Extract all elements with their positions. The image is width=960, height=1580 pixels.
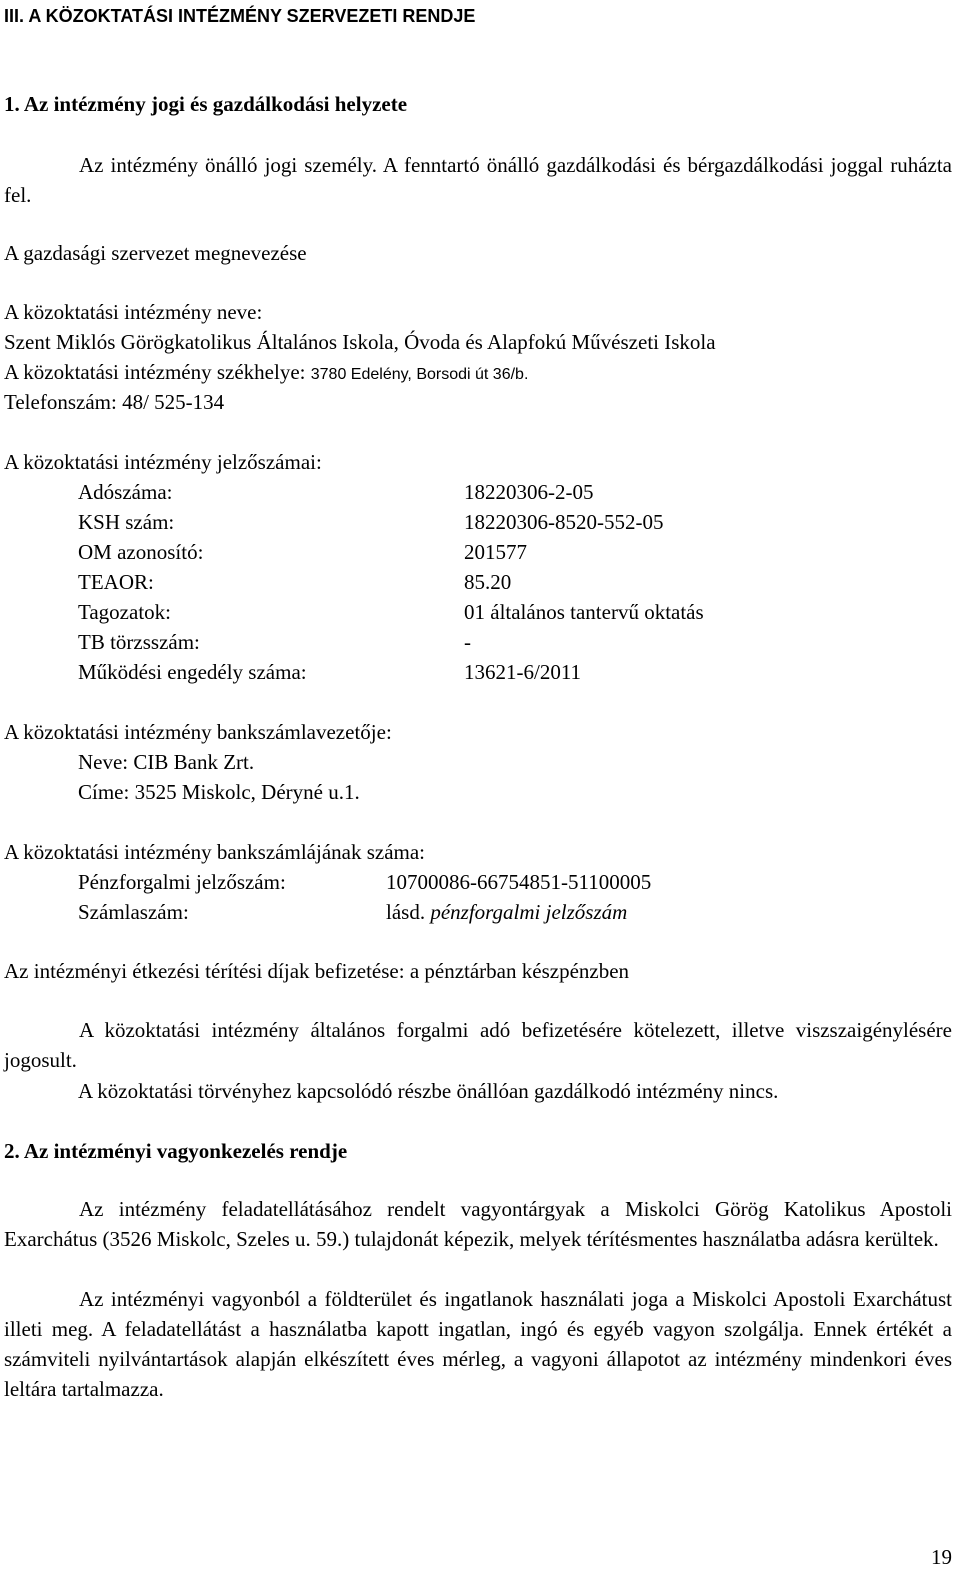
asset-paragraph-1 xyxy=(4,1194,952,1254)
chapter-title: III. A KÖZOKTATÁSI INTÉZMÉNY SZERVEZETI RENDJE xyxy=(4,6,476,26)
account-number-reference: pénzforgalmi jelzőszám xyxy=(430,900,628,924)
seat-value: 3780 Edelény, Borsodi út 36/b. xyxy=(310,366,529,383)
code-value: 85.20 xyxy=(464,570,512,594)
code-value: 13621-6/2011 xyxy=(464,660,582,684)
code-label: KSH szám: xyxy=(78,510,175,534)
bank-name: Neve: CIB Bank Zrt. xyxy=(78,750,255,774)
code-value: - xyxy=(464,630,471,654)
seat-label: A közoktatási intézmény székhelye: xyxy=(4,360,306,384)
account-number-prefix: lásd. xyxy=(386,900,426,924)
page-number: 19 xyxy=(931,1545,952,1569)
meal-fee-line: Az intézményi étkezési térítési díjak befizetése: a pénztárban készpénzben xyxy=(4,959,630,983)
code-value: 201577 xyxy=(464,540,527,564)
section-1-title: 1. Az intézmény jogi és gazdálkodási helyzete xyxy=(4,92,408,116)
name-label: A közoktatási intézmény neve: xyxy=(4,300,263,324)
code-value: 18220306-8520-552-05 xyxy=(464,510,664,534)
code-label: TB törzsszám: xyxy=(78,630,200,654)
code-value: 18220306-2-05 xyxy=(464,480,594,504)
bank-address: Címe: 3525 Miskolc, Déryné u.1. xyxy=(78,780,360,804)
code-label: Működési engedély száma: xyxy=(78,660,307,684)
asset-text-1: Az intézmény feladatellátásához rendelt vagyontárgyak a Miskolci Görög Katolikus Apostoli Exarchátus (3526 Miskolc, Szeles u. 59.) tulajdonát képezik, melyek térítésmentes használatba adásra kerültek. xyxy=(4,1197,952,1251)
vat-paragraph xyxy=(4,1015,952,1075)
vat-text: A közoktatási intézmény általános forgalmi adó befizetésére kötelezett, illetve viszszaigénylésére jogosult. xyxy=(4,1018,952,1072)
code-label: OM azonosító: xyxy=(78,540,204,564)
section-2-title: 2. Az intézményi vagyonkezelés rendje xyxy=(4,1139,348,1163)
code-value: 01 általános tantervű oktatás xyxy=(464,600,704,624)
intro-text: Az intézmény önálló jogi személy. A fenntartó önálló gazdálkodási és bérgazdálkodási joggal ruházta fel. xyxy=(4,153,952,207)
asset-text-2: Az intézményi vagyonból a földterület és ingatlanok használati joga a Miskolci Apostoli Exarchátust illeti meg. A feladatellátást a használatba kapott ingatlan, ingó és egyéb vagyon szolgálja. Ennek értékét a számviteli nyilvántartások alapján elkészített éves mérleg, a vagyoni állapotot az intézmény mindenkori éves leltára tartalmazza. xyxy=(4,1287,952,1401)
code-label: Tagozatok: xyxy=(78,600,171,624)
intro-paragraph xyxy=(4,150,952,210)
account-number-value xyxy=(386,902,627,923)
account-heading: A közoktatási intézmény bankszámlájának száma: xyxy=(4,840,426,864)
code-label: TEAOR: xyxy=(78,570,154,594)
phone-line: Telefonszám: 48/ 525-134 xyxy=(4,390,225,414)
no-unit-line: A közoktatási törvényhez kapcsolódó részbe önállóan gazdálkodó intézmény nincs. xyxy=(78,1079,779,1103)
code-label: Adószáma: xyxy=(78,480,173,504)
asset-paragraph-2 xyxy=(4,1284,952,1404)
account-code-value: 10700086-66754851-51100005 xyxy=(386,870,652,894)
seat-line xyxy=(4,362,528,383)
codes-heading: A közoktatási intézmény jelzőszámai: xyxy=(4,450,322,474)
account-code-label: Pénzforgalmi jelzőszám: xyxy=(78,870,286,894)
org-heading: A gazdasági szervezet megnevezése xyxy=(4,241,307,265)
account-number-label: Számlaszám: xyxy=(78,900,189,924)
name-value: Szent Miklós Görögkatolikus Általános Iskola, Óvoda és Alapfokú Művészeti Iskola xyxy=(4,330,716,354)
bank-heading: A közoktatási intézmény bankszámlavezetője: xyxy=(4,720,392,744)
